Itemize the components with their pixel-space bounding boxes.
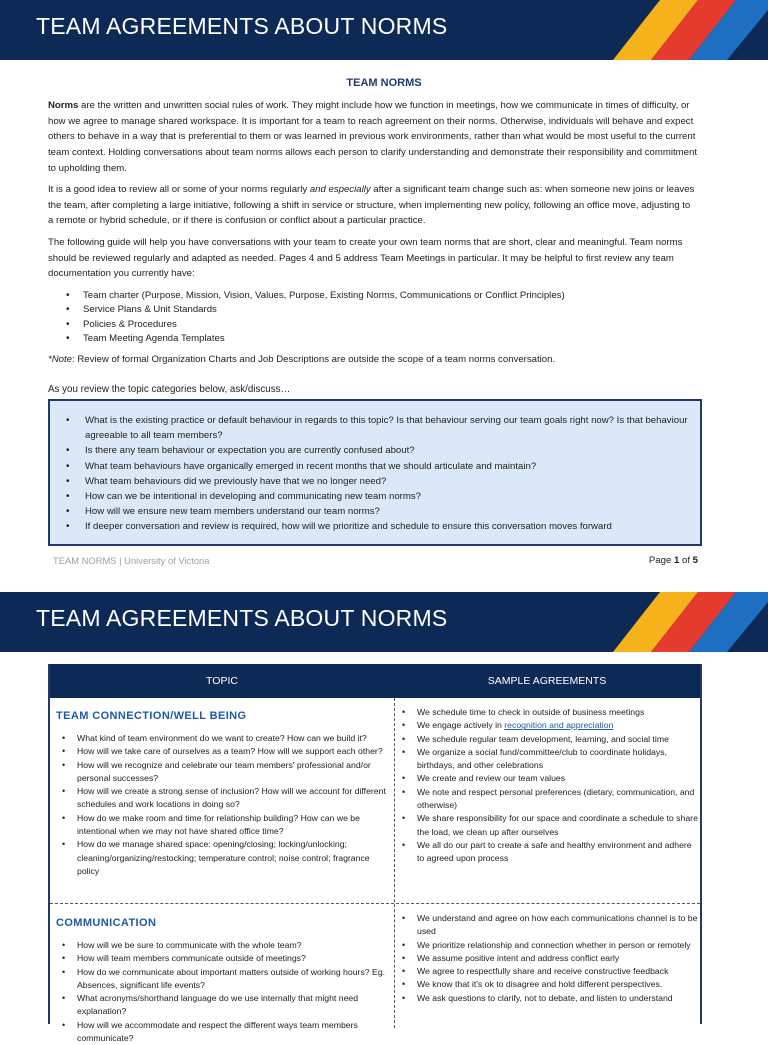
intro-paragraph: [48, 98, 698, 177]
list-item: • We understand and agree on how each communications channel is to be used: [396, 912, 698, 939]
list-item: • How will we be sure to communicate with the whole team?: [56, 939, 386, 952]
list-item: • We prioritize relationship and connection whether in person or remotely: [396, 939, 698, 952]
ask-discuss-box: [48, 399, 702, 546]
brand-stripes-graphic: [568, 592, 768, 652]
intro-text: are the written and unwritten social rules of work. They might include how we function in meetings, how we communicate in times of difficulty, or how we agree to manage shared workspace. It is important for a team to reach agreement on their norms. Otherwise, individuals will behave and expect others to behave in a way that is preferential to them or was learned in previous work environments, rather than what would be most useful to the current team context. Holding conversations about team norms allows each person to clarify understanding and demonstrate their responsibility and commitment to upholding them.: [48, 100, 697, 174]
guide-paragraph: The following guide will help you have conversations with your team to create your own team norms that are short, clear and meaningful. Team norms should be reviewed regularly and adapted as needed. Pages 4 and 5 address Team Meetings in particular. It may be helpful to first review any team documentation you currently have:: [48, 237, 683, 280]
page-header-banner: [0, 0, 768, 60]
list-item: • What is the existing practice or default behaviour in regards to this topic? Is that behaviour serving our team goals right now? Is that behaviour agreeable to all team members?: [66, 413, 690, 443]
footer-document-title: TEAM NORMS | University of Victoria: [53, 555, 210, 566]
sample-agreements: [396, 912, 698, 1005]
review-text-a: It is a good idea to review all or some of your norms regularly: [48, 184, 310, 195]
page-word: Page: [648, 555, 674, 566]
list-item: • Policies & Procedures: [66, 318, 686, 332]
review-text-b: after a significant team change such as: when someone new joins or leaves the team, after completing a large initiative, following a shift in service or structure, when implementing new policy, following an office move, adjusting to a remote or hybrid schedule, or if there is confusion or conflict about a particular practice.: [48, 184, 695, 227]
topic-questions: [56, 939, 386, 1045]
scope-note: [48, 354, 555, 365]
total-pages: 5: [692, 555, 698, 566]
list-item: • What acronyms/shorthand language do we use internally that might need explanation?: [56, 992, 386, 1019]
list-item: • What team behaviours did we previously have that we no longer need?: [66, 474, 690, 489]
list-item: • We schedule regular team development, learning, and social time: [396, 733, 698, 746]
list-item: • How will we create a strong sense of inclusion? How will we account for different schedules and work locations in doing so?: [56, 785, 386, 812]
row-divider: [50, 903, 700, 904]
brand-stripes-graphic: [568, 0, 768, 60]
list-item: • We create and review our team values: [396, 772, 698, 785]
agreement-text: We engage actively in: [417, 720, 505, 731]
list-item: • We assume positive intent and address conflict early: [396, 952, 698, 965]
recognition-link[interactable]: recognition and appreciation: [504, 720, 614, 731]
note-label: *Note: [48, 354, 72, 365]
documentation-list: [66, 289, 686, 347]
page-title: TEAM AGREEMENTS ABOUT NORMS: [36, 605, 448, 631]
page-1: [0, 60, 768, 592]
list-item: • We note and respect personal preferences (dietary, communication, and otherwise): [396, 786, 698, 813]
list-item: • How can we be intentional in developing and communicating new team norms?: [66, 489, 690, 504]
column-divider: [394, 698, 395, 1028]
list-item: • How will we take care of ourselves as a team? How will we support each other?: [56, 745, 386, 758]
list-item: • Is there any team behaviour or expectation you are currently confused about?: [66, 443, 690, 458]
list-item: • We agree to respectfully share and receive constructive feedback: [396, 965, 698, 978]
list-item: • We organize a social fund/committee/club to coordinate holidays, birthdays, and other celebrations: [396, 746, 698, 773]
topic-heading: COMMUNICATION: [56, 917, 157, 929]
list-item: • Team charter (Purpose, Mission, Vision, Values, Purpose, Existing Norms, Communications or Conflict Principles): [66, 289, 686, 303]
list-item: • Service Plans & Unit Standards: [66, 303, 686, 317]
list-item: • How do we manage shared space: opening/closing; locking/unlocking; cleaning/organizing/restocking; temperature control; noise control; fragrance policy: [56, 838, 386, 878]
list-item: • How will we recognize and celebrate our team members' professional and/or personal successes?: [56, 759, 386, 786]
review-paragraph: [48, 182, 698, 229]
list-item: [396, 719, 698, 732]
norms-table: [48, 664, 702, 1044]
list-item: • Team Meeting Agenda Templates: [66, 332, 686, 346]
list-item: • How do we make room and time for relationship building? How can we be intentional when we may not have shared office time?: [56, 812, 386, 839]
table-header: [50, 664, 700, 698]
footer-page-number: [649, 555, 698, 566]
list-item: • How will we ensure new team members understand our team norms?: [66, 504, 690, 519]
ask-discuss-list: [66, 413, 690, 535]
page-header-banner: [0, 592, 768, 652]
topic-questions: [56, 732, 386, 878]
review-emphasis: and especially: [309, 184, 371, 195]
list-item: • We all do our part to create a safe and healthy environment and adhere to agreed upon process: [396, 839, 698, 866]
column-header-sample-agreements: SAMPLE AGREEMENTS: [487, 675, 607, 687]
list-item: • How will we accommodate and respect the different ways team members communicate?: [56, 1019, 386, 1045]
list-item: • We schedule time to check in outside of business meetings: [396, 706, 698, 719]
list-item: • We know that it's ok to disagree and hold different perspectives.: [396, 978, 698, 991]
list-item: • We ask questions to clarify, not to debate, and listen to understand: [396, 992, 698, 1005]
of-word: of: [679, 555, 693, 566]
ask-discuss-heading: As you review the topic categories below, ask/discuss…: [48, 384, 291, 395]
list-item: • How will team members communicate outside of meetings?: [56, 952, 386, 965]
column-header-topic: TOPIC: [206, 675, 238, 687]
list-item: • If deeper conversation and review is required, how will we prioritize and schedule to ensure this conversation moves forward: [66, 519, 690, 534]
page-title: TEAM AGREEMENTS ABOUT NORMS: [36, 13, 448, 39]
list-item: • What kind of team environment do we want to create? How can we build it?: [56, 732, 386, 745]
current-page: 1: [673, 555, 680, 566]
norms-term: Norms: [48, 100, 79, 111]
section-heading: TEAM NORMS: [346, 77, 422, 89]
sample-agreements: [396, 706, 698, 866]
note-text: : Review of formal Organization Charts and Job Descriptions are outside the scope of a team norms conversation.: [72, 354, 556, 365]
topic-heading: TEAM CONNECTION/WELL BEING: [56, 710, 247, 722]
list-item: • How do we communicate about important matters outside of working hours? Eg. Absences, significant life events?: [56, 966, 386, 993]
list-item: • What team behaviours have organically emerged in recent months that we should articulate and maintain?: [66, 459, 690, 474]
list-item: • We share responsibility for our space and coordinate a schedule to share the load, we clean up after ourselves: [396, 812, 698, 839]
